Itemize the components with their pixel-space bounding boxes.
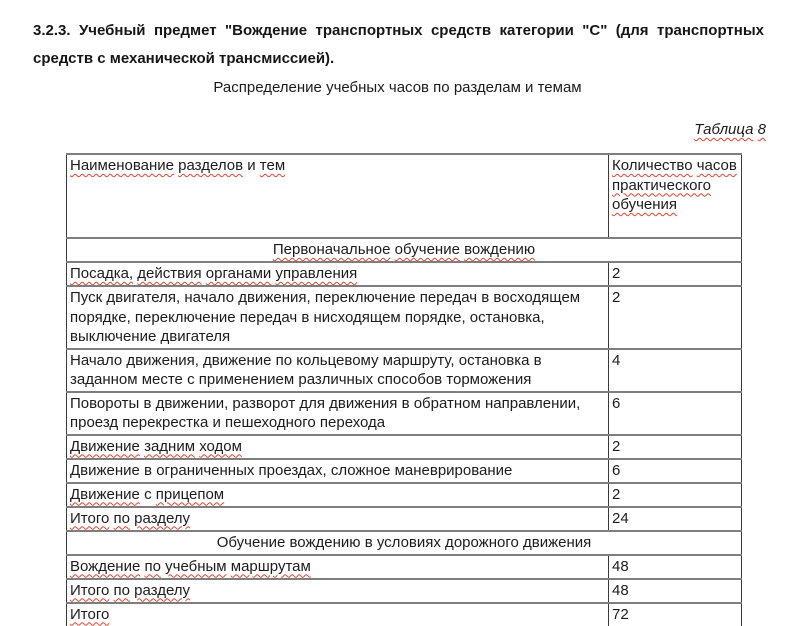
section-title: Первоначальное обучение вождению	[67, 238, 742, 262]
total-label-cell: Итого	[67, 603, 609, 626]
table-row	[67, 555, 742, 579]
hours-cell: 2	[609, 483, 742, 507]
topic-cell: Начало движения, движение по кольцевому маршруту, остановка в заданном месте с применением различных способов торможения	[67, 349, 609, 392]
table-row	[67, 349, 742, 392]
topic-cell: Вождение по учебным маршрутам	[67, 555, 609, 579]
section-total-row	[67, 507, 742, 531]
grand-total-row	[67, 603, 742, 626]
section-row-initial-training	[67, 238, 742, 262]
table-row	[67, 392, 742, 435]
topic-cell: Пуск двигателя, начало движения, переключение передач в восходящем порядке, переключение передач в нисходящем порядке, остановка, выключение двигателя	[67, 286, 609, 349]
total-hours-cell: 72	[609, 603, 742, 626]
hours-cell: 6	[609, 392, 742, 435]
hours-cell: 48	[609, 555, 742, 579]
topic-cell: Движение в ограниченных проездах, сложное маневрирование	[67, 459, 609, 483]
hours-table	[66, 153, 742, 626]
hours-cell: 2	[609, 286, 742, 349]
hours-cell: 6	[609, 459, 742, 483]
total-label-cell: Итого по разделу	[67, 507, 609, 531]
table-subtitle: Распределение учебных часов по разделам и темам	[213, 79, 582, 96]
table-row	[67, 286, 742, 349]
section-total-row	[67, 579, 742, 603]
total-hours-cell: 48	[609, 579, 742, 603]
table-caption: Таблица 8	[694, 121, 766, 138]
topic-cell: Движение с прицепом	[67, 483, 609, 507]
section-title: Обучение вождению в условиях дорожного движения	[67, 531, 742, 555]
section-heading: 3.2.3. Учебный предмет "Вождение транспортных средств категории "С" (для транспортных средств с механической трансмиссией).	[33, 22, 764, 67]
total-label-cell: Итого по разделу	[67, 579, 609, 603]
column-header-hours: Количество часов практического обучения	[609, 154, 742, 238]
column-header-topics: Наименование разделов и тем	[67, 154, 609, 238]
table-row	[67, 435, 742, 459]
topic-cell: Повороты в движении, разворот для движения в обратном направлении, проезд перекрестка и пешеходного перехода	[67, 392, 609, 435]
hours-cell: 2	[609, 435, 742, 459]
topic-cell: Движение задним ходом	[67, 435, 609, 459]
topic-cell: Посадка, действия органами управления	[67, 262, 609, 286]
hours-cell: 2	[609, 262, 742, 286]
table-header-row	[67, 154, 742, 238]
table-row	[67, 483, 742, 507]
table-row	[67, 262, 742, 286]
total-hours-cell: 24	[609, 507, 742, 531]
section-row-road-training	[67, 531, 742, 555]
table-row	[67, 459, 742, 483]
hours-cell: 4	[609, 349, 742, 392]
